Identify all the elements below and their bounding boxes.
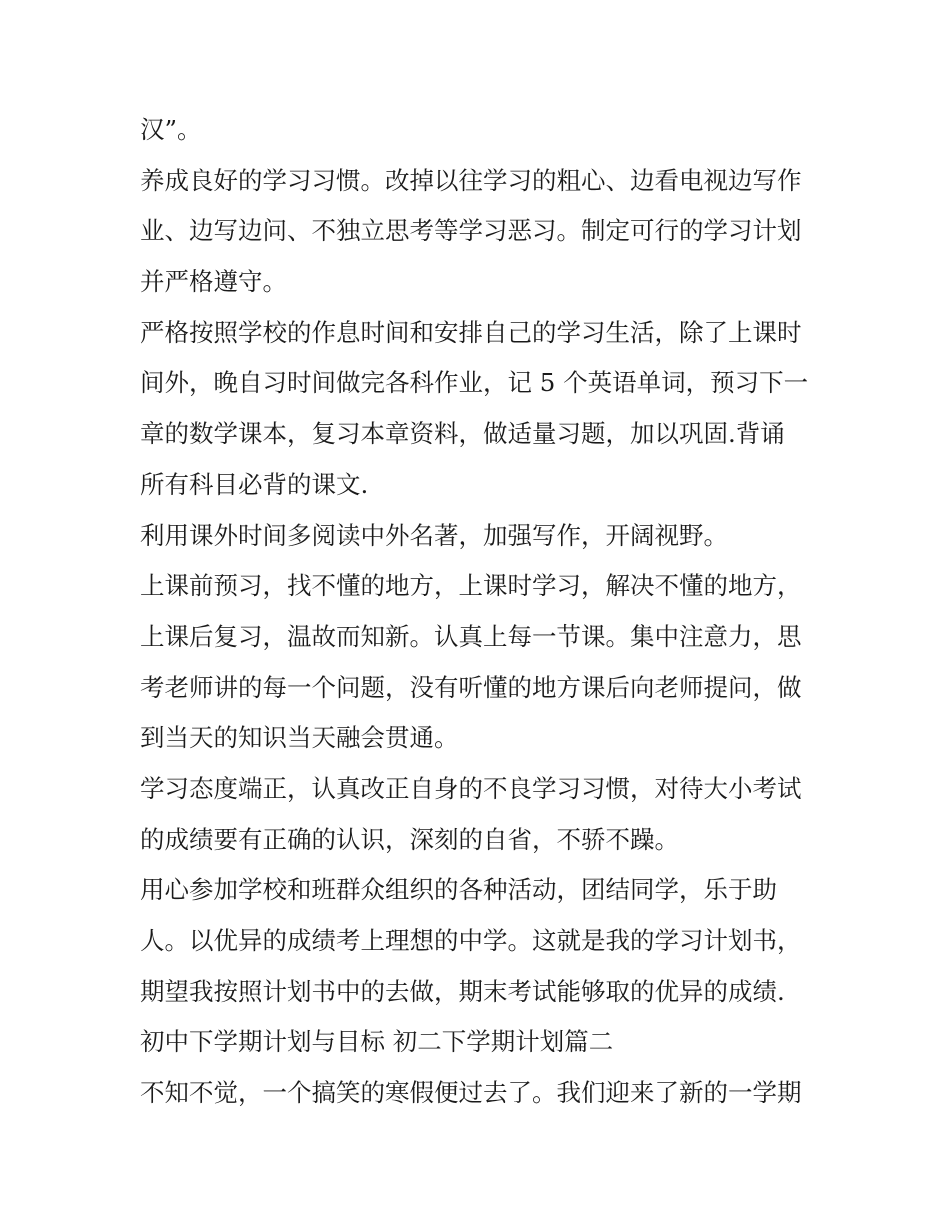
text-line: 章的数学课本，复习本章资料，做适量习题，加以巩固.背诵	[140, 419, 785, 449]
text-line: 不知不觉，一个搞笑的寒假便过去了。我们迎来了新的一学期	[140, 1078, 802, 1108]
text-line: 上课前预习，找不懂的地方，上课时学习，解决不懂的地方，	[140, 571, 802, 601]
text-line: 上课后复习，温故而知新。认真上每一节课。集中注意力，思	[140, 621, 802, 651]
text-line: 利用课外时间多阅读中外名著，加强写作，开阔视野。	[140, 520, 728, 550]
text-line: 汉”。	[140, 115, 202, 144]
text-line: 间外，晚自习时间做完各科作业，记 5 个英语单词，预习下一	[140, 368, 809, 398]
text-line: 到当天的知识当天融会贯通。	[140, 723, 459, 753]
text-line: 学习态度端正，认真改正自身的不良学习习惯，对待大小考试	[140, 773, 802, 803]
text-line: 用心参加学校和班群众组织的各种活动，团结同学，乐于助	[140, 875, 777, 905]
text-line: 所有科目必背的课文.	[140, 469, 369, 499]
text-line: 严格按照学校的作息时间和安排自己的学习生活，除了上课时	[140, 317, 802, 347]
document-body	[140, 105, 820, 1119]
text-line: 的成绩要有正确的认识，深刻的自省，不骄不躁。	[140, 824, 679, 854]
section-heading: 初中下学期计划与目标 初二下学期计划篇二	[140, 1027, 614, 1057]
text-line: 业、边写边问、不独立思考等学习恶习。制定可行的学习计划	[140, 216, 802, 246]
text-line: 并严格遵守。	[140, 267, 287, 297]
text-line: 考老师讲的每一个问题，没有听懂的地方课后向老师提问，做	[140, 672, 802, 702]
text-line: 养成良好的学习习惯。改掉以往学习的粗心、边看电视边写作	[140, 165, 802, 195]
text-line: 人。以优异的成绩考上理想的中学。这就是我的学习计划书，	[140, 926, 802, 955]
text-line: 期望我按照计划书中的去做，期末考试能够取的优异的成绩.	[140, 976, 785, 1006]
